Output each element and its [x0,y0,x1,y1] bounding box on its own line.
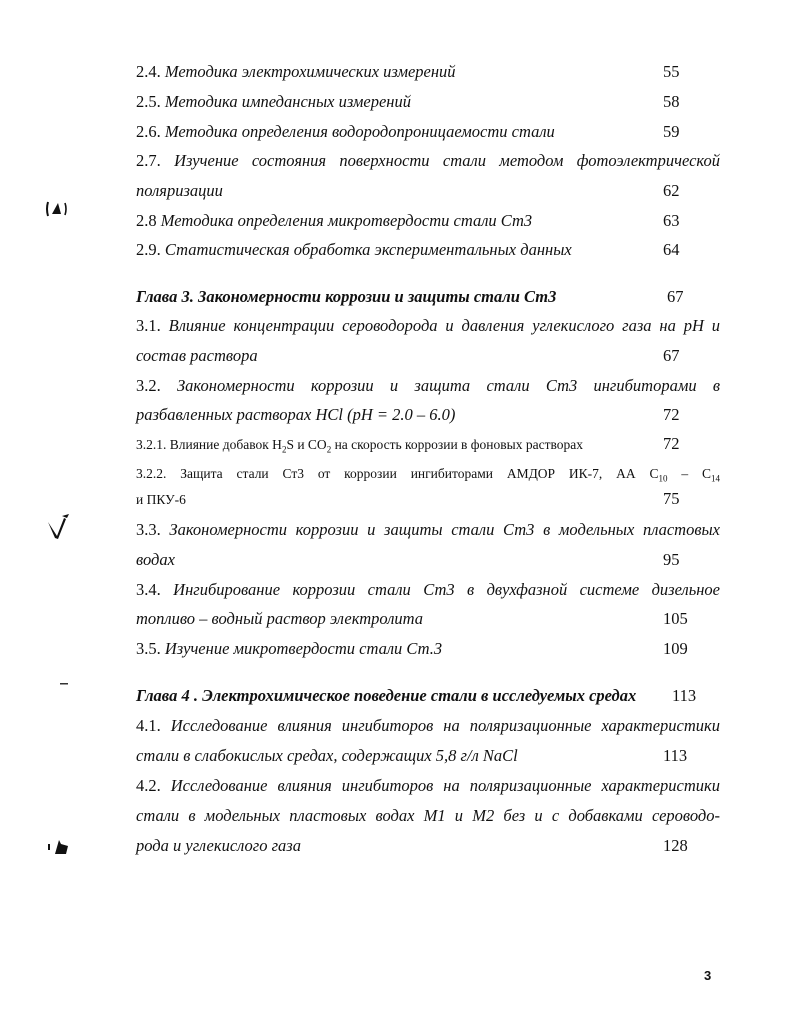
toc-page-4-1: 113 [663,746,688,765]
toc-title: Методика определения микротвердости стали Ст3 [160,211,533,230]
toc-number: 4.2. [136,776,161,795]
toc-title: Изучение микротвердости стали Ст.3 [164,639,443,658]
toc-page-3-2: 72 [663,405,680,424]
toc-entry-2-8 [136,211,720,231]
subscript: 14 [711,473,720,484]
toc-title-part: S и CO [286,437,327,452]
toc-page-3-3: 95 [663,550,680,569]
toc-entry-3-4 [136,580,720,600]
toc-entry-3-3 [136,520,720,540]
toc-title: Влияние концентрации сероводорода и давления углекислого газа на pH и [168,316,721,335]
margin-checkmark-icon [46,512,72,540]
toc-number: 3.1. [136,316,161,335]
toc-entry-3-4-cont [136,609,720,629]
toc-entry-2-5 [136,92,720,112]
toc-title-cont: состав раствора [136,346,258,365]
toc-entry-3-2-2 [136,464,720,489]
toc-title-cont: стали в слабокислых средах, содержащих 5,8 г/л NaCl [136,746,518,765]
toc-title: Закономерности коррозии и защиты стали Ст3 в модельных пластовых [169,520,721,539]
toc-title: Методика электрохимических измерений [164,62,456,81]
toc-number: 3.2.1. [136,437,167,452]
subscript: 2 [281,444,287,455]
toc-title-part: на скорость коррозии в фоновых растворах [331,437,584,452]
margin-ink-mark-icon [44,198,70,220]
toc-entry-4-2-cont2 [136,836,720,856]
toc-entry-3-1-cont [136,346,720,366]
toc-number: 2.8 [136,211,157,230]
toc-title: Методика импедансных измерений [164,92,411,111]
toc-title-cont: водах [136,550,175,569]
toc-entry-4-1 [136,716,720,736]
toc-entry-3-2 [136,376,720,396]
toc-title-part: Влияние добавок H [169,437,282,452]
toc-page-2-4: 55 [663,62,680,81]
toc-title-part: Защита стали Ст3 от коррозии ингибиторами АМДОР ИК-7, АА C [180,466,659,481]
toc-title-cont: рода и углекислого газа [136,836,301,855]
toc-entry-3-2-2-cont: и ПКУ-6 [136,492,186,507]
toc-number: 2.5. [136,92,161,111]
toc-page-2-7: 62 [663,181,680,200]
toc-entry-3-2-cont [136,405,720,425]
margin-ink-mark-icon [46,836,72,858]
toc-page-2-5: 58 [663,92,680,111]
toc-title: Ингибирование коррозии стали Ст3 в двухфазной системе дизельное [173,580,720,599]
toc-entry-3-3-cont [136,550,720,570]
toc-number: 3.3. [136,520,161,539]
toc-title: Изучение состояния поверхности стали методом фотоэлектрической [174,151,720,170]
toc-entry-4-2 [136,776,720,796]
toc-page-2-6: 59 [663,122,680,141]
toc-title-cont: топливо – водный раствор электролита [136,609,424,628]
toc-page-3-2-1: 72 [663,434,680,453]
toc-entry-3-5 [136,639,720,659]
toc-entry-4-2-cont [136,806,720,826]
subscript: 2 [326,444,332,455]
toc-title-cont: стали в модельных пластовых водах М1 и М2 без и с добавками сероводо- [136,806,720,825]
toc-title-cont: разбавленных растворах HCl (pH = 2.0 – 6.0) [136,405,456,424]
subscript: 10 [658,473,668,484]
toc-entry-2-7-cont [136,181,720,201]
toc-number: 3.2.2. [136,466,167,481]
toc-number: 3.2. [136,376,161,395]
toc-title: Методика определения водородопроницаемости стали [164,122,555,141]
toc-page-3-4: 105 [663,609,688,628]
toc-title-part: – C [667,466,711,481]
margin-dash-mark-icon [60,682,70,686]
toc-number: 4.1. [136,716,161,735]
toc-page-3-5: 109 [663,639,688,658]
toc-number: 3.4. [136,580,161,599]
toc-entry-2-4 [136,62,720,82]
toc-entry-3-2-1 [136,435,720,460]
toc-number: 2.7. [136,151,161,170]
toc-page-2-9: 64 [663,240,680,259]
toc-title: Исследование влияния ингибиторов на поляризационные характеристики [170,716,720,735]
page-number: 3 [704,968,712,983]
toc-entry-2-9 [136,240,720,260]
toc-entry-2-6 [136,122,720,142]
toc-entry-2-7 [136,151,720,171]
toc-number: 2.6. [136,122,161,141]
toc-page-3-1: 67 [663,346,680,365]
toc-title: Статистическая обработка экспериментальных данных [164,240,572,259]
toc-chapter-4: Глава 4 . Электрохимическое поведение стали в исследуемых средах [136,686,637,705]
toc-entry-4-1-cont [136,746,720,766]
toc-title: Исследование влияния ингибиторов на поляризационные характеристики [170,776,720,795]
toc-page-3-2-2: 75 [663,489,680,508]
toc-title: Закономерности коррозии и защита стали Ст3 ингибиторами в [177,376,721,395]
toc-page-ch3: 67 [667,287,684,306]
toc-title-cont: поляризации [136,181,223,200]
toc-number: 3.5. [136,639,161,658]
toc-number: 2.9. [136,240,161,259]
toc-number: 2.4. [136,62,161,81]
toc-page-2-8: 63 [663,211,680,230]
toc-entry-3-1 [136,316,720,336]
toc-page-ch4: 113 [672,686,697,705]
toc-chapter-3: Глава 3. Закономерности коррозии и защиты стали Ст3 [136,287,557,306]
toc-page-4-2: 128 [663,836,688,855]
